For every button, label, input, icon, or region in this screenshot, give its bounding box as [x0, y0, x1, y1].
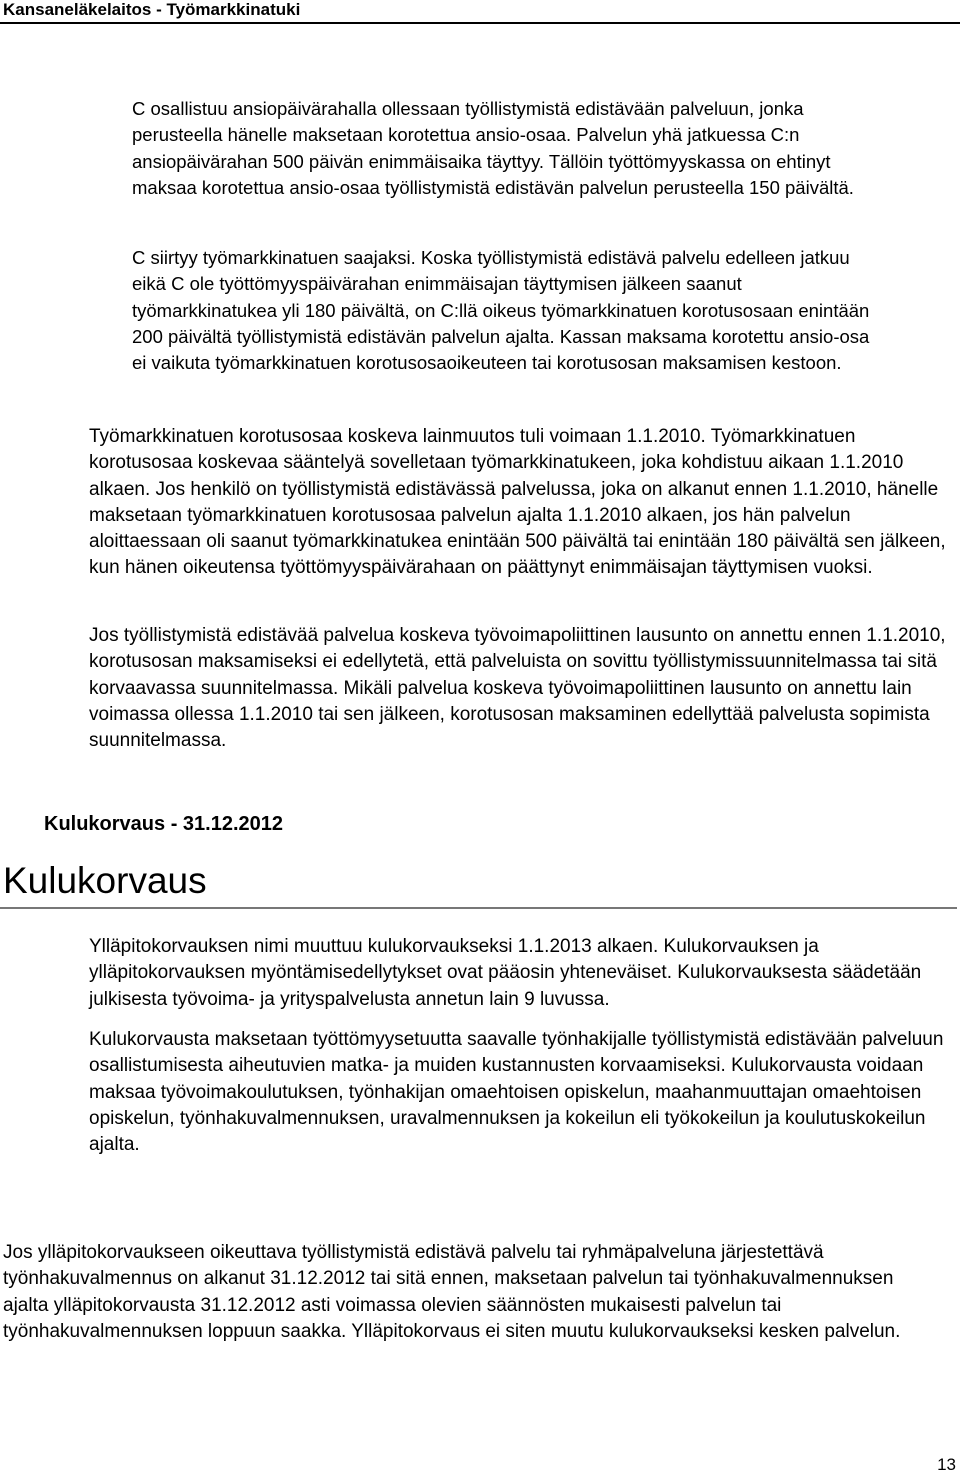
- running-header: Kansaneläkelaitos - Työmarkkinatuki: [3, 0, 301, 19]
- section-paragraph-3: Jos ylläpitokorvaukseen oikeuttava työllistymistä edistävä palvelu tai ryhmäpalveluna järjestettävä työnhakuvalmennus on alkanut 31.12.2012 tai sitä ennen, maksetaan palvelun tai työnhakuvalmennuksen ajalta ylläpitokorvausta 31.12.2012 asti voimassa olevien säännösten mukaisesti palvelun tai työnhakuvalmennuksen loppuun saakka. Ylläpitokorvaus ei siten muutu kulukorvaukseksi kesken palvelun.: [3, 1242, 901, 1342]
- header-divider: [0, 22, 960, 24]
- body-paragraph-statement: Jos työllistymistä edistävää palvelua koskeva työvoimapoliittinen lausunto on annettu ennen 1.1.2010, korotusosan maksamiseksi ei edellytetä, että palveluista on sovittu työllistymissuunnitelmassa tai sitä korvaavassa suunnitelmassa. Mikäli palvelua koskeva työvoimapoliittinen lausunto on annettu lain voimassa ollessa 1.1.2010 tai sen jälkeen, korotusosan maksaminen edellyttää palvelusta sopimista suunnitelmassa.: [89, 625, 946, 752]
- section-date-heading: Kulukorvaus - 31.12.2012: [44, 813, 284, 835]
- example-paragraph-1: C osallistuu ansiopäivärahalla ollessaan työllistymistä edistävään palveluun, jonka perusteella hänelle maksetaan korotettua ansio-osaa. Palvelun yhä jatkuessa C:n ansiopäivärahan 500 päivän enimmäisaika täyttyy. Tällöin työttömyyskassa on ehtinyt maksaa korotettua ansio-osaa työllistymistä edistävän palvelun perusteella 150 päivältä.: [132, 98, 854, 198]
- page-number: 13: [937, 1455, 956, 1474]
- section-title: Kulukorvaus: [3, 860, 207, 901]
- section-paragraph-1: Ylläpitokorvauksen nimi muuttuu kulukorvaukseksi 1.1.2013 alkaen. Kulukorvauksen ja ylläpitokorvauksen myöntämisedellytykset ovat pääosin yhteneväiset. Kulukorvauksesta säädetään julkisesta työvoima- ja yrityspalvelusta annetun lain 9 luvussa.: [89, 936, 922, 1010]
- body-paragraph-amendment: Työmarkkinatuen korotusosaa koskeva lainmuutos tuli voimaan 1.1.2010. Työmarkkinatuen korotusosaa koskevaa sääntelyä sovelletaan työmarkkinatukeen, joka kohdistuu aikaan 1.1.2010 alkaen. Jos henkilö on työllistymistä edistävässä palvelussa, joka on alkanut ennen 1.1.2010, hänelle maksetaan työmarkkinatuen korotusosaa palvelun ajalta 1.1.2010 alkaen, jos hän palvelun aloittaessaan oli saanut työmarkkinatukea enintään 500 päivältä tai enintään 180 päivältä sen jälkeen, kun hänen oikeutensa työttömyyspäivärahaan on päättynyt enimmäisajan täyttymisen vuoksi.: [89, 426, 946, 579]
- example-paragraph-2: C siirtyy työmarkkinatuen saajaksi. Koska työllistymistä edistävä palvelu edelleen jatkuu eikä C ole työttömyyspäivärahan enimmäisajan täyttymisen jälkeen saanut työmarkkinatukea yli 180 päivältä, on C:llä oikeus työmarkkinatuen korotusosaan enintään 200 päivältä työllistymistä edistävän palvelun ajalta. Kassan maksama korotettu ansio-osa ei vaikuta työmarkkinatuen korotusosaoikeuteen tai korotusosan maksamisen kestoon.: [132, 247, 870, 374]
- section-divider: [0, 907, 957, 909]
- section-paragraph-2: Kulukorvausta maksetaan työttömyysetuutta saavalle työnhakijalle työllistymistä edistävään palveluun osallistumisesta aiheutuvien matka- ja muiden kustannusten korvaamiseksi. Kulukorvausta voidaan maksaa työvoimakoulutuksen, työnhakijan omaehtoisen opiskelun, maahanmuuttajan omaehtoisen opiskelun, työnhakuvalmennuksen, uravalmennuksen ja kokeilun eli työkokeilun ja koulutuskokeilun ajalta.: [89, 1029, 944, 1156]
